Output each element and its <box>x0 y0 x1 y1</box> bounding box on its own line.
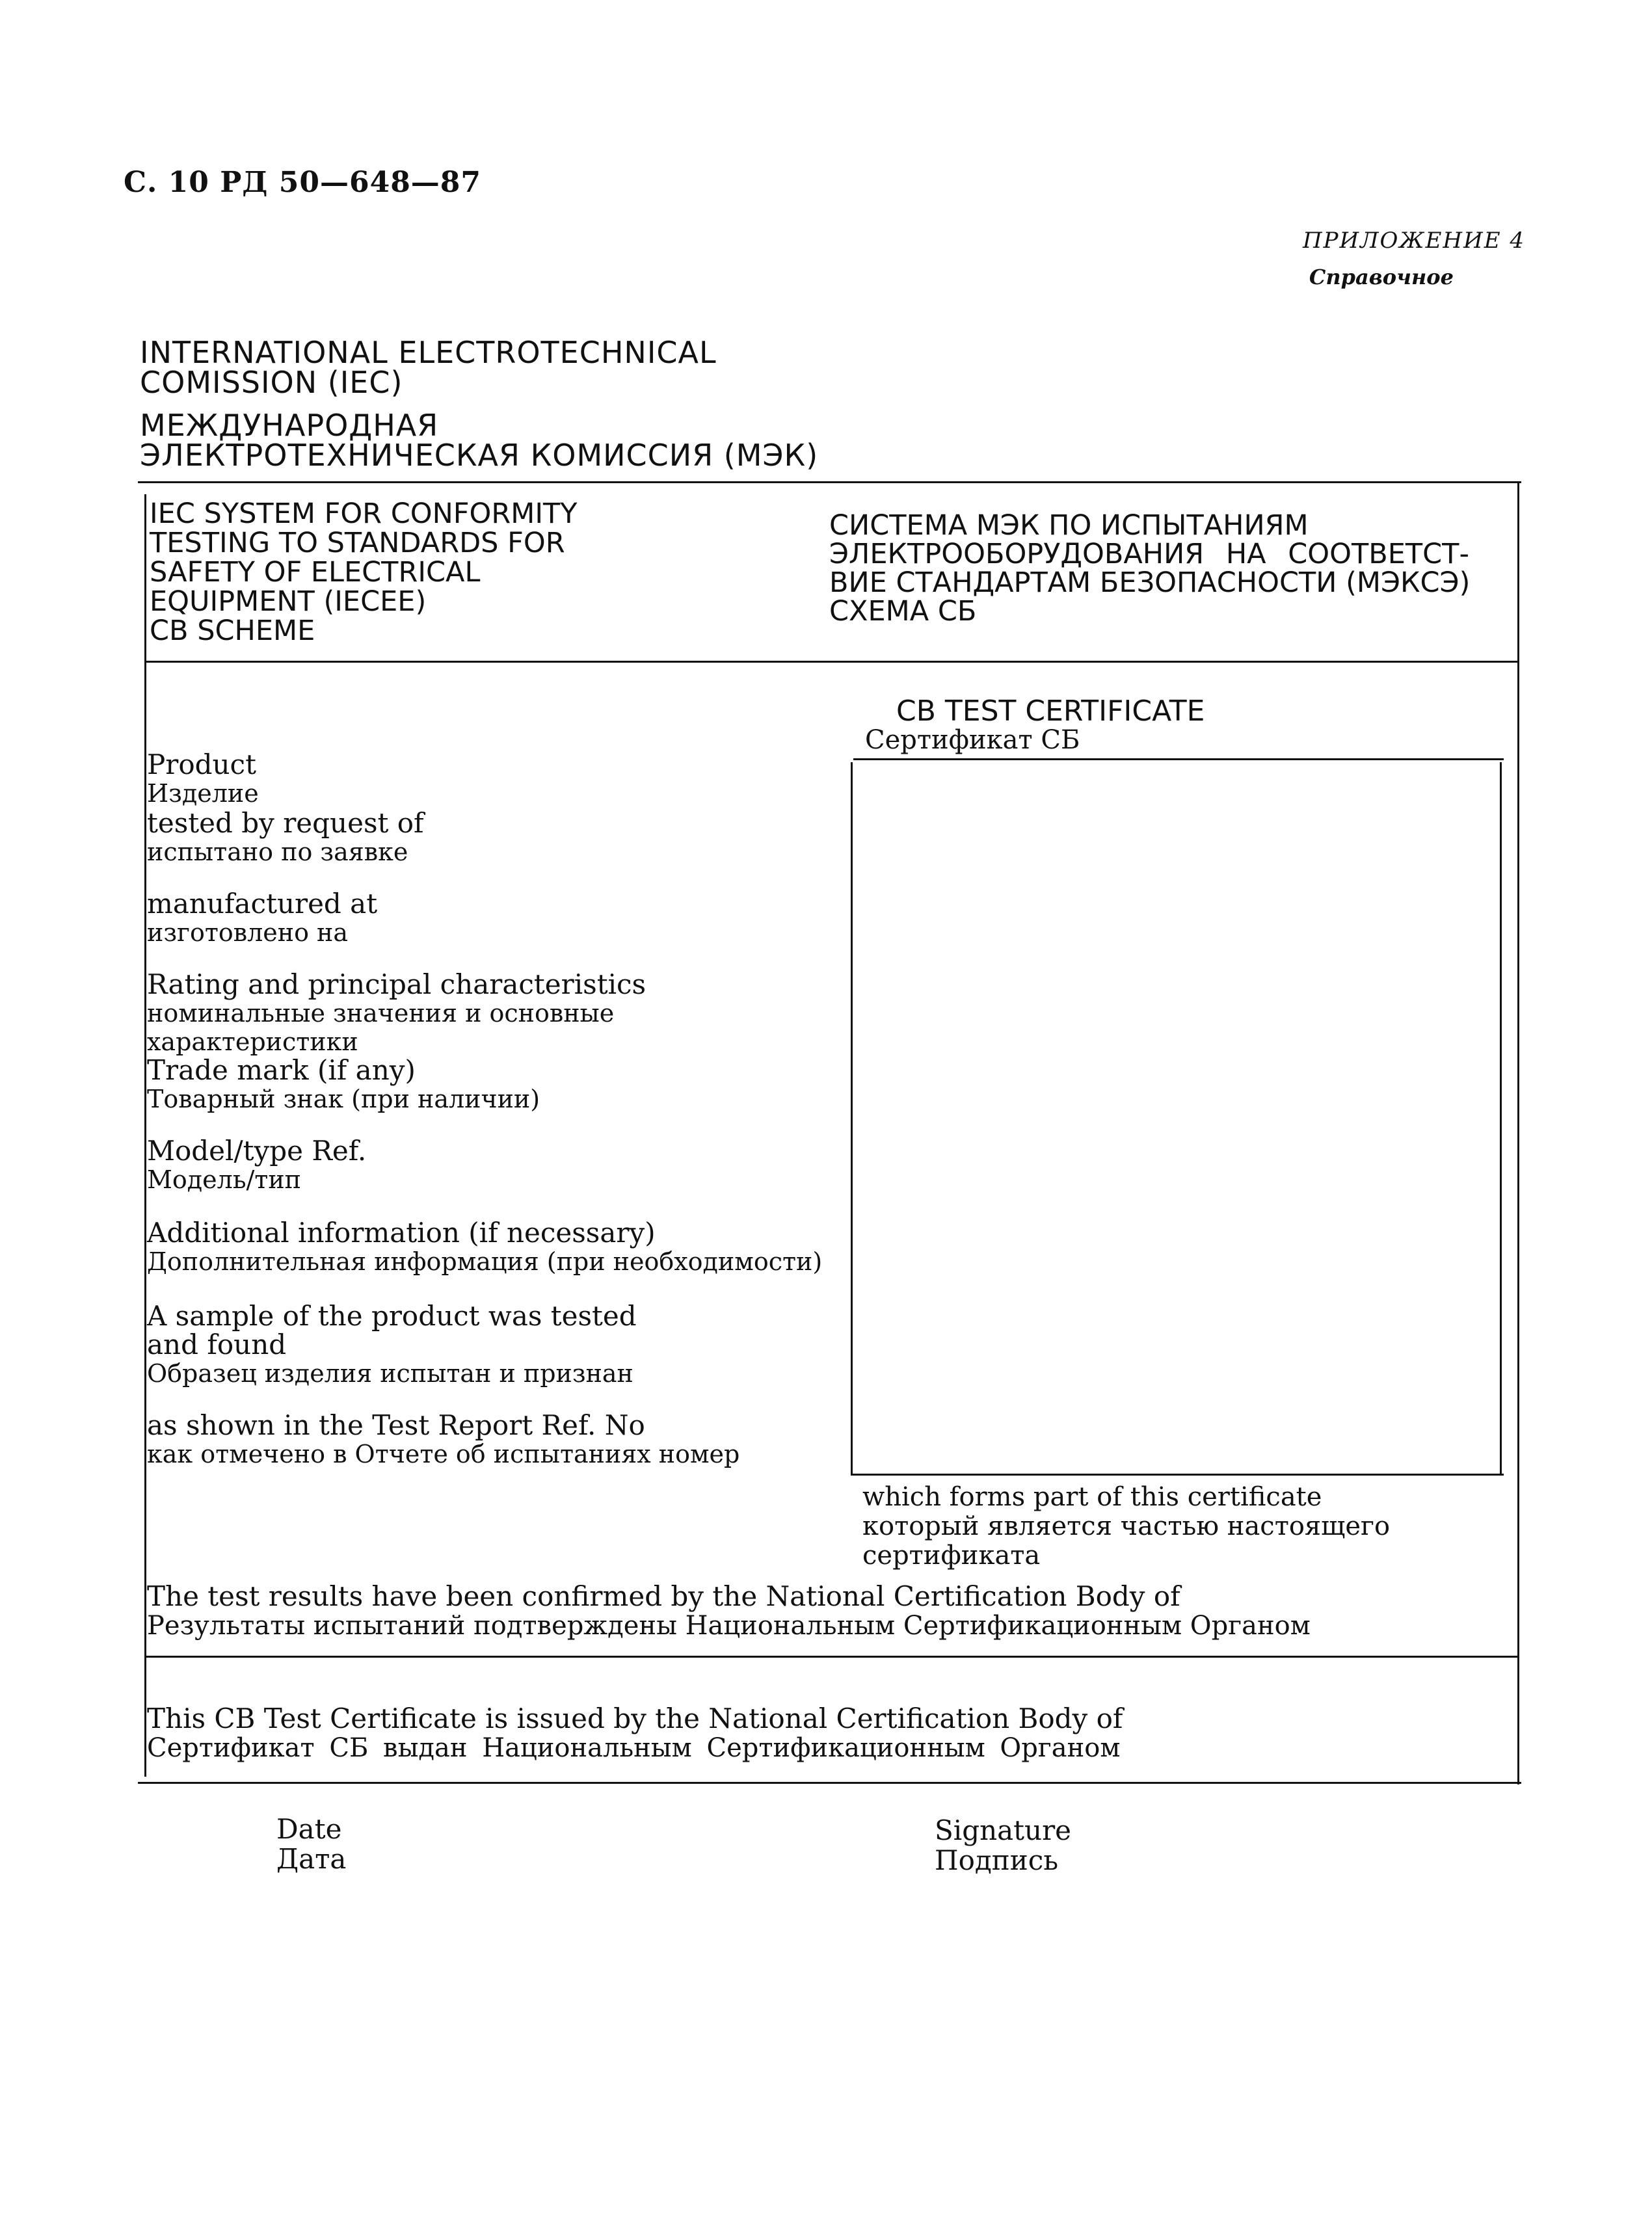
frame-right-line <box>1517 483 1519 1784</box>
system-title-en-line: SAFETY OF ELECTRICAL <box>150 556 481 589</box>
certificate-title-ru: Сертификат СБ <box>865 725 1080 755</box>
system-title-ru-line: ВИЕ СТАНДАРТАМ БЕЗОПАСНОСТИ (МЭКСЭ) <box>829 566 1471 599</box>
report-note-ru-line1: который является частью настоящего <box>862 1511 1391 1541</box>
system-title-en-line: TESTING TO STANDARDS FOR <box>150 527 565 559</box>
cert-box-right-line <box>1500 762 1502 1475</box>
field-rating-ru: номинальные значения и основные <box>147 999 615 1028</box>
confirmation-divider-line <box>144 1656 1519 1658</box>
cert-box-left-line <box>851 762 853 1475</box>
field-rating-ru-cont: характеристики <box>147 1028 358 1056</box>
org-name-en-line2: COMISSION (IEC) <box>140 365 403 400</box>
signature-label-en: Signature <box>935 1814 1072 1846</box>
field-tested-by-en: tested by request of <box>147 807 424 839</box>
field-rating <box>147 970 646 1056</box>
field-manufactured-at <box>147 890 377 947</box>
confirmation-ru: Результаты испытаний подтверждены Национальным Сертификационным Органом <box>147 1611 1311 1641</box>
issued-en: This CB Test Certificate is issued by the National Certification Body of <box>147 1703 1123 1734</box>
appendix-note: Справочное <box>1309 265 1454 289</box>
issued-ru: Сертификат СБ выдан Национальным Сертификационным Органом <box>147 1733 1121 1763</box>
field-test-report-ru: как отмечено в Отчете об испытаниях номер <box>147 1440 740 1468</box>
field-product-en: Product <box>147 749 256 780</box>
field-trade-mark-en: Trade mark (if any) <box>147 1054 416 1086</box>
confirmation-en: The test results have been confirmed by the National Certification Body of <box>147 1580 1180 1612</box>
frame-left-line <box>144 494 146 1777</box>
appendix-label: ПРИЛОЖЕНИЕ 4 <box>1302 228 1525 254</box>
field-product <box>147 750 259 808</box>
page-reference: С. 10 РД 50—648—87 <box>124 166 482 199</box>
field-sample <box>147 1302 637 1388</box>
field-tested-by <box>147 809 424 866</box>
field-model-ru: Модель/тип <box>147 1165 301 1194</box>
field-test-report <box>147 1411 739 1468</box>
frame-top-line <box>138 481 1521 483</box>
system-title-en-line: IEC SYSTEM FOR CONFORMITY <box>150 497 578 530</box>
field-additional-info-en: Additional information (if necessary) <box>147 1217 656 1249</box>
system-title-ru-line: СХЕМА СБ <box>829 595 977 628</box>
system-title-en-line: CB SCHEME <box>150 615 315 647</box>
field-manufactured-at-ru: изготовлено на <box>147 918 349 947</box>
date-label-ru: Дата <box>276 1843 347 1875</box>
field-tested-by-ru: испытано по заявке <box>147 838 408 866</box>
field-trade-mark-ru: Товарный знак (при наличии) <box>147 1085 540 1113</box>
org-name-ru-line1: МЕЖДУНАРОДНАЯ <box>140 408 439 443</box>
field-sample-en: A sample of the product was tested <box>147 1300 637 1332</box>
cert-box-top-line <box>853 758 1504 760</box>
field-sample-en-cont: and found <box>147 1329 287 1360</box>
header-divider-line <box>144 661 1519 663</box>
system-title-en-line: EQUIPMENT (IECEE) <box>150 585 427 618</box>
field-model <box>147 1137 366 1194</box>
field-rating-en: Rating and principal characteristics <box>147 968 646 1000</box>
field-test-report-en: as shown in the Test Report Ref. No <box>147 1409 645 1441</box>
report-note-en: which forms part of this certificate <box>862 1482 1322 1512</box>
system-title-ru-line: СИСТЕМА МЭК ПО ИСПЫТАНИЯМ <box>829 509 1309 542</box>
field-manufactured-at-en: manufactured at <box>147 888 378 920</box>
date-label-en: Date <box>276 1813 342 1845</box>
field-sample-ru: Образец изделия испытан и признан <box>147 1359 633 1388</box>
field-additional-info <box>147 1219 822 1276</box>
org-name-en-line1: INTERNATIONAL ELECTROTECHNICAL <box>140 335 717 370</box>
org-name-ru-line2: ЭЛЕКТРОТЕХНИЧЕСКАЯ КОМИССИЯ (МЭК) <box>140 438 819 473</box>
field-trade-mark <box>147 1056 540 1113</box>
frame-bottom-line <box>138 1782 1521 1784</box>
system-title-ru-line: ЭЛЕКТРООБОРУДОВАНИЯ НА СООТВЕТСТ- <box>829 538 1469 570</box>
signature-label-ru: Подпись <box>935 1844 1059 1876</box>
field-product-ru: Изделие <box>147 779 259 808</box>
field-additional-info-ru: Дополнительная информация (при необходимости) <box>147 1247 823 1276</box>
field-model-en: Model/type Ref. <box>147 1135 367 1167</box>
cert-box-bottom-line <box>851 1474 1504 1476</box>
certificate-title-en: CB TEST CERTIFICATE <box>896 695 1205 728</box>
report-note-ru-line2: сертификата <box>862 1541 1041 1571</box>
